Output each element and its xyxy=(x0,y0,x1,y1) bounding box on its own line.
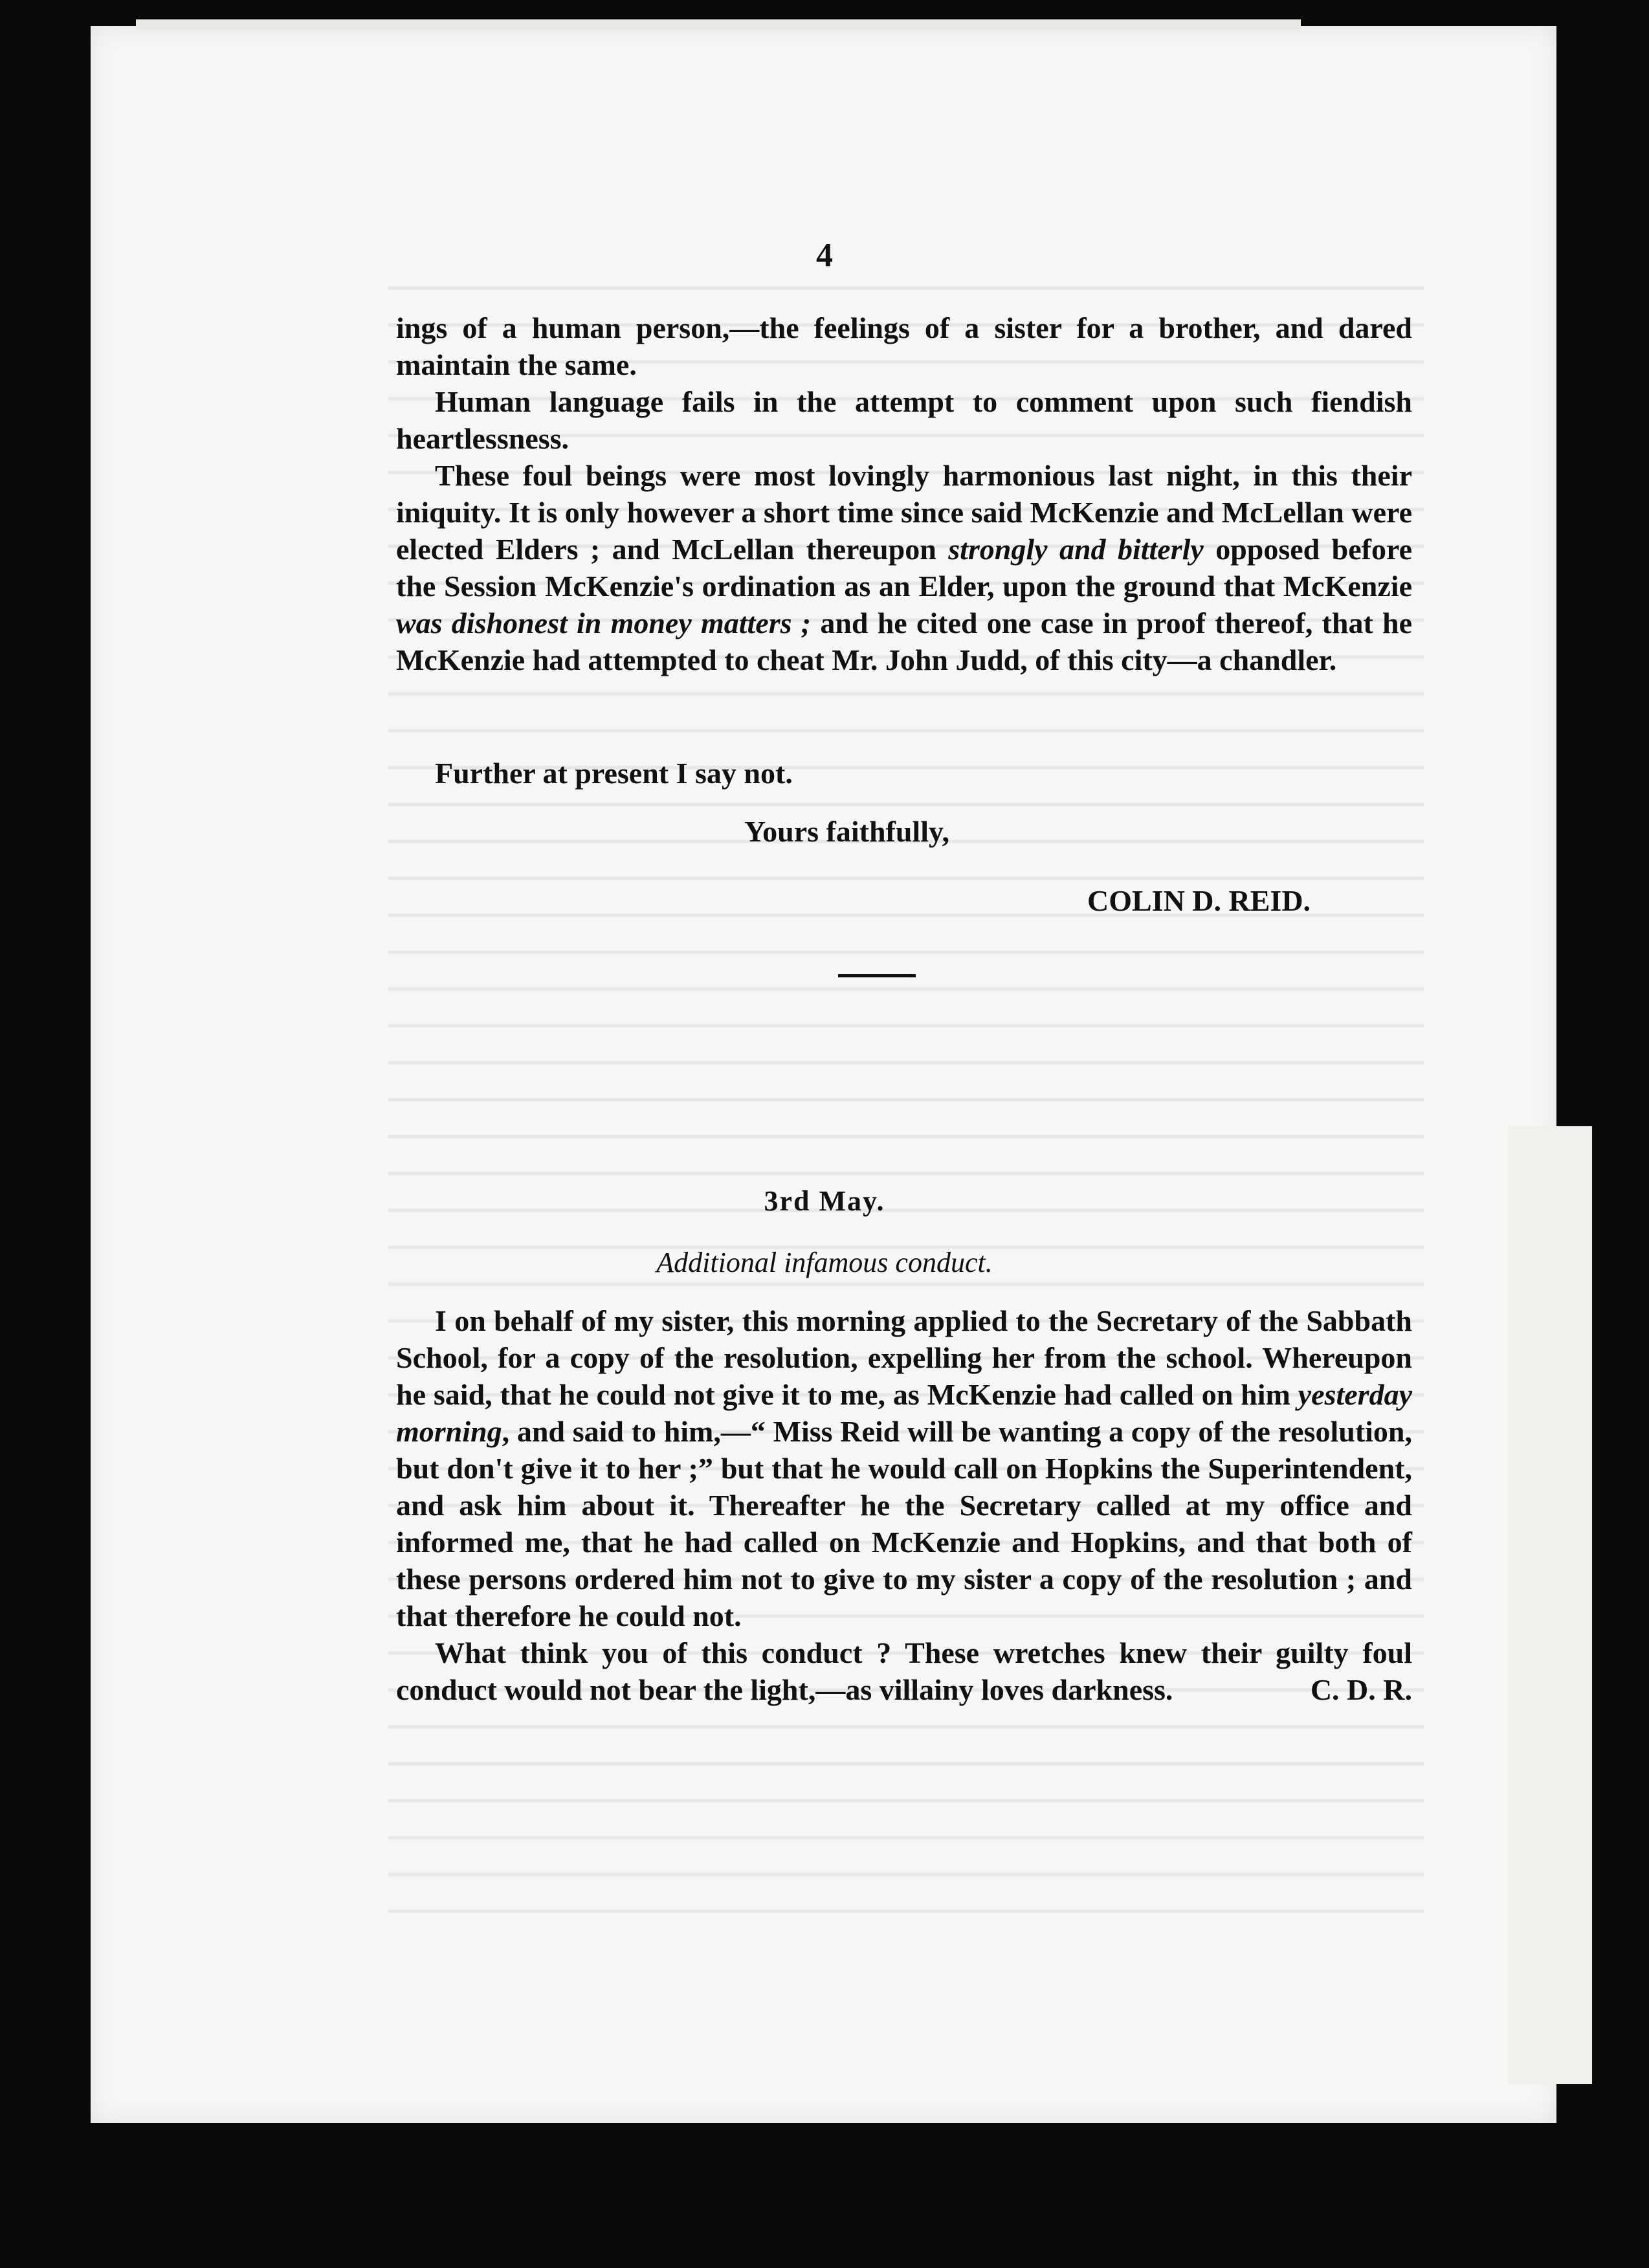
text-run: , and said to him,—“ Miss Reid will be wanting a copy of the resolution, but don't give it to her ;” but that he would call on Hopkins the Superintendent, and ask him about it. Thereafter he the Secretary called at my office and informed me, that he had called on McKenzie and Hopkins, and that both of these persons ordered him not to give to my sister a copy of the resolution ; and that therefore he could not. xyxy=(396,1415,1412,1632)
text-run: I on behalf of my sister, this morning applied to the Secretary of the Sabbath School, for a copy of the resolution, expelling her from the school. Whereupon he said, that he could not give it to me, as McKenzie had called on him xyxy=(396,1304,1412,1411)
paragraph-foul-beings xyxy=(396,457,1412,678)
text-run: These foul beings were most lovingly harmonious last night, in this their iniquity. It is only however a short time since said McKenzie and McLellan were elected Elders ; and McLellan thereupon xyxy=(396,459,1412,566)
emphasis-strongly-bitterly: strongly and bitterly xyxy=(948,533,1204,566)
signature: COLIN D. REID. xyxy=(1087,884,1311,917)
letter-body xyxy=(396,309,1412,678)
initials-signature: C. D. R. xyxy=(1310,1673,1412,1706)
closing-further: Further at present I say not. xyxy=(435,757,793,790)
section-date: 3rd May. xyxy=(764,1185,885,1217)
section-body xyxy=(396,1302,1412,1708)
paragraph-human-language: Human language fails in the attempt to comment upon such fiendish heartlessness. xyxy=(396,385,1412,455)
emphasis-dishonest: was dishonest in money matters ; xyxy=(396,606,812,639)
text-run: What think you of this conduct ? These wretches knew their guilty foul conduct would not bear the light,—as villainy loves darkness. xyxy=(396,1636,1412,1706)
paragraph-continuation: ings of a human person,—the feelings of a sister for a brother, and dared maintain the same. xyxy=(396,311,1412,381)
page-edge xyxy=(136,19,1301,30)
closing-yours: Yours faithfully, xyxy=(744,815,949,848)
text-run: and he cited one case in proof thereof, that he McKenzie had attempted to cheat Mr. John Judd, of this city—a chandler. xyxy=(396,606,1412,676)
paragraph-what-think xyxy=(396,1634,1412,1708)
page-number: 4 xyxy=(816,237,833,274)
emphasis-yesterday-morning: yesterday morning xyxy=(396,1378,1412,1448)
section-divider xyxy=(838,974,916,977)
section-heading: Additional infamous conduct. xyxy=(656,1247,993,1278)
text-run: opposed before the Session McKenzie's ordination as an Elder, upon the ground that McKenzie xyxy=(396,533,1412,603)
paragraph-on-behalf xyxy=(396,1302,1412,1634)
